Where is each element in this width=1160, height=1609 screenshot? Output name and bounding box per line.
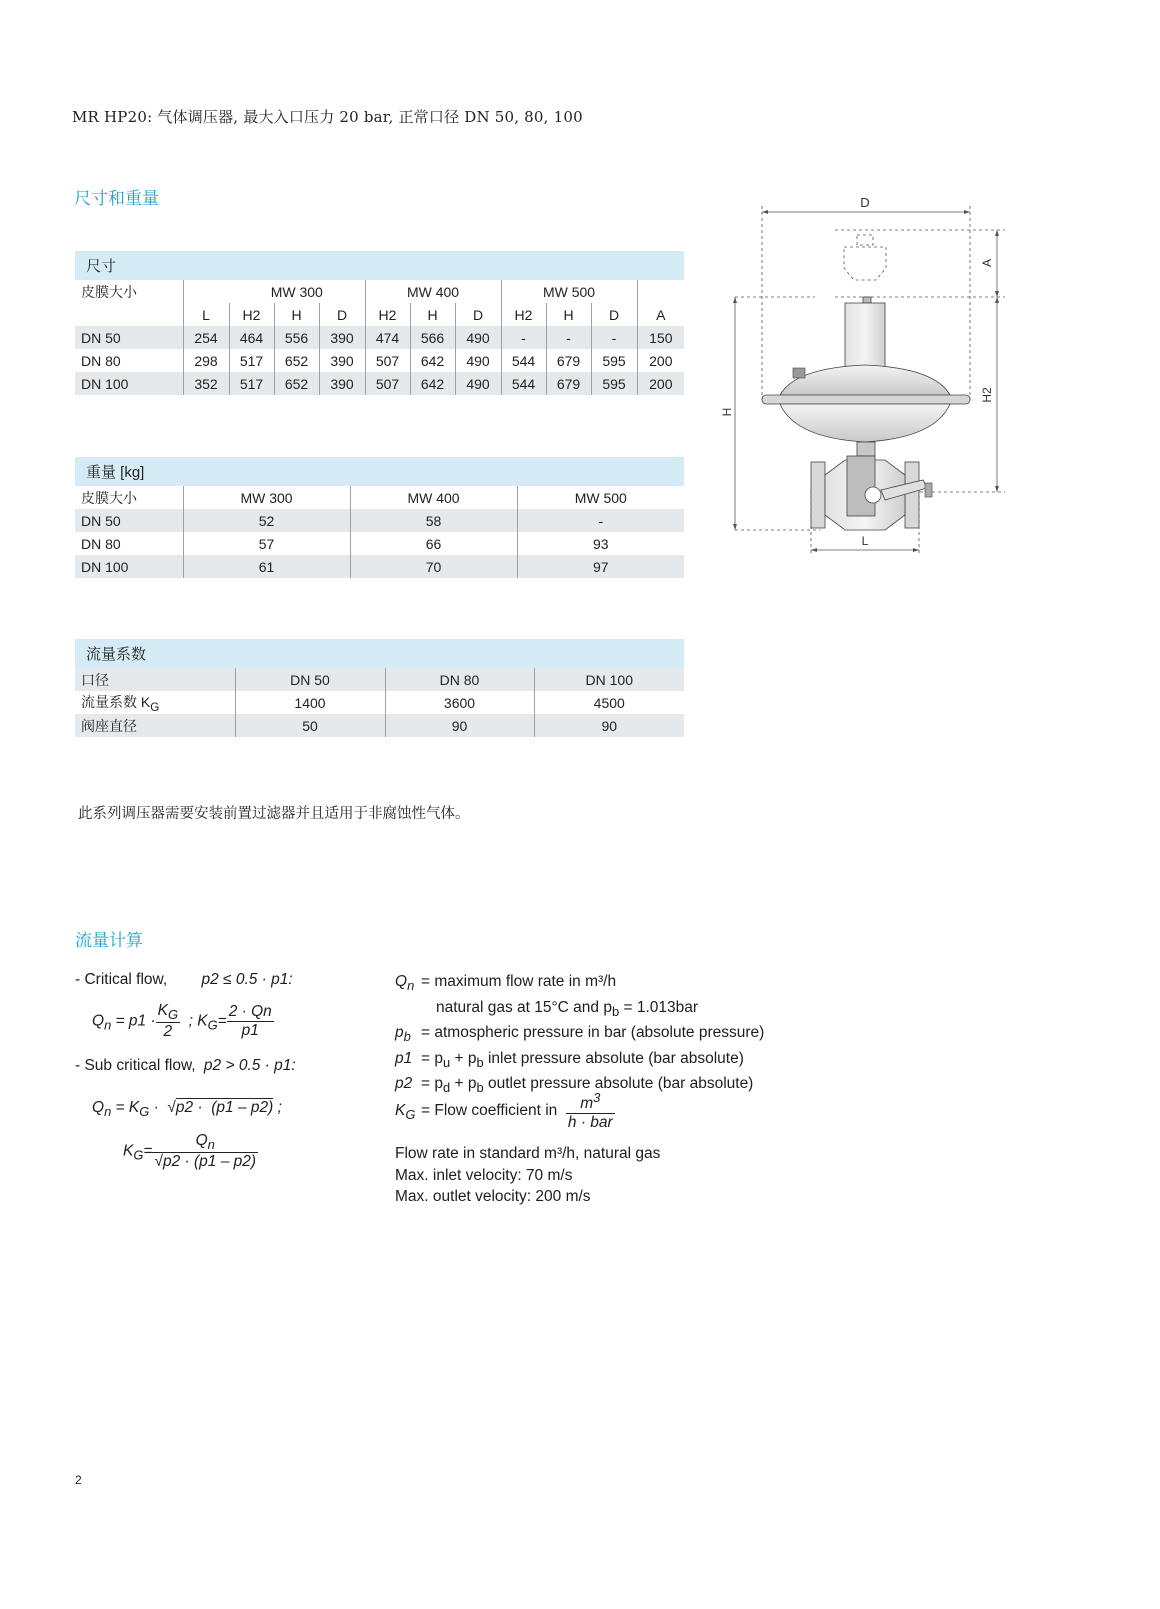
col-header: H2 (229, 303, 274, 326)
regulator-dimension-drawing (705, 190, 1015, 560)
col-header: MW 400 (350, 486, 517, 509)
symbol-legend: $Q_n$ = maximum flow rate in m³/h natural gas at 15°C and $p_b = 1.013bar$ $p_b$ = atmospheric pressure in bar (absolute pressure) $p1 = p_u + p_b$ inlet pressure absolute (bar absolute) $p2 = p_d + p_b$ outlet pressure absolute (bar absolute) (395, 973, 765, 1096)
group-mw500: MW 500 (501, 280, 637, 303)
section-title-flow-calculation: 流量计算 (75, 931, 143, 951)
dimensions-table (75, 251, 684, 395)
col-header: MW 300 (183, 486, 350, 509)
kg-sub-critical-formula: $K_G=$ $\frac{Q_n}{√p2 \cdot (p1 - p2)}$ (123, 1132, 257, 1171)
sub-critical-flow-formula: $Q_n = K_G \cdot √p2 \cdot (p1 - p2)$ ; (92, 1099, 282, 1120)
membrane-size-label: 皮膜大小 (81, 283, 137, 300)
flow-coefficient-table (75, 639, 684, 737)
flow-coefficient-header: 流量系数 (75, 639, 684, 668)
membrane-size-label: 皮膜大小 (81, 489, 137, 506)
table-row: 阀座直径 50 90 90 (75, 714, 684, 737)
page-number: 2 (75, 1473, 82, 1487)
col-header: DN 100 (534, 668, 684, 691)
velocity-notes: Flow rate in standard m³/h, natural gas Max. inlet velocity: 70 m/s Max. outlet velocity: 200 m/s (395, 1145, 661, 1205)
label-h2: H2 (980, 387, 994, 403)
weight-header: 重量 [kg] (75, 457, 684, 486)
label-l: L (861, 534, 869, 548)
table-row: DN 80 298 517 652 390 507 642 490 544 679 595 200 (75, 349, 684, 372)
col-header: MW 500 (517, 486, 684, 509)
col-header: H2 (501, 303, 546, 326)
col-header: H (410, 303, 455, 326)
col-header: A (637, 303, 684, 326)
group-mw400: MW 400 (365, 280, 501, 303)
col-header: H (546, 303, 591, 326)
nominal-size-label: 口径 (75, 668, 235, 691)
dimensions-header: 尺寸 (75, 251, 684, 280)
table-row: DN 80 57 66 93 (75, 532, 684, 555)
weight-table (75, 457, 684, 578)
table-row: 流量系数 $K_G$ 1400 3600 4500 (75, 691, 684, 714)
document-title: MR HP20: 气体调压器, 最大入口压力 20 bar, 正常口径 DN 50, 80, 100 (72, 108, 583, 126)
table-row: DN 50 254 464 556 390 474 566 490 - - - 150 (75, 326, 684, 349)
col-header: H (274, 303, 319, 326)
critical-flow-label: - Critical flow, p2 ≤ 0.5 · p1: (75, 971, 293, 988)
col-header: D (455, 303, 501, 326)
table-row: DN 50 52 58 - (75, 509, 684, 532)
col-header: H2 (365, 303, 410, 326)
col-header: D (591, 303, 637, 326)
label-a: A (980, 258, 994, 268)
col-header: D (319, 303, 365, 326)
label-h: H (720, 407, 734, 417)
label-d: D (860, 195, 870, 210)
filter-note: 此系列调压器需要安装前置过滤器并且适用于非腐蚀性气体。 (78, 806, 470, 822)
table-row: DN 100 61 70 97 (75, 555, 684, 578)
col-header: DN 50 (235, 668, 385, 691)
flow-coefficient-unit: $K_G$ = Flow coefficient in $\frac{m^3}{\text{h · bar}}$ (395, 1090, 613, 1132)
critical-flow-formula: $Q_n = p1$ · $\frac{K_G}{2}$ ; $K_G=$ $\frac{2 \cdot Qn}{p1}$ (92, 1002, 272, 1041)
table-row: DN 100 352 517 652 390 507 642 490 544 679 595 200 (75, 372, 684, 395)
group-mw300: MW 300 (270, 283, 323, 300)
col-header: L (183, 303, 229, 326)
sub-critical-flow-label: - Sub critical flow, p2 > 0.5 · p1: (75, 1057, 296, 1074)
col-header: DN 80 (385, 668, 534, 691)
section-title-dimensions: 尺寸和重量 (74, 189, 159, 209)
